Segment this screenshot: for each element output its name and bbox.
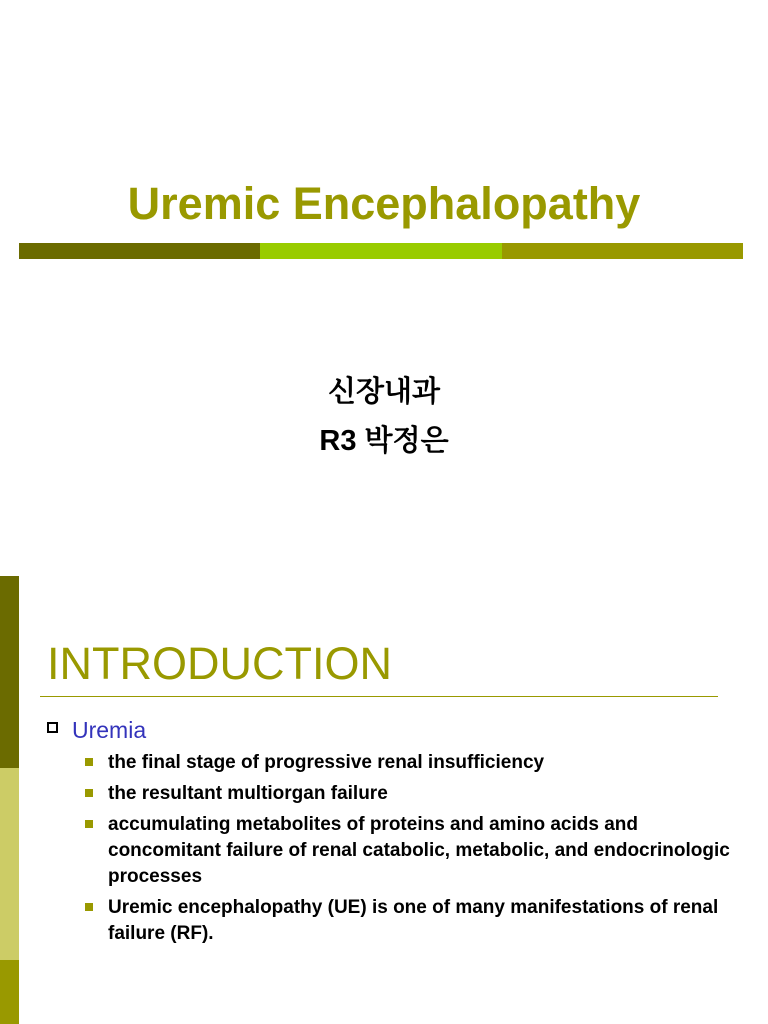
level2-bullet-list <box>85 750 735 952</box>
bullet-text: the final stage of progressive renal insufficiency <box>108 752 545 773</box>
list-item <box>85 812 735 890</box>
filled-square-bullet-icon <box>85 903 93 911</box>
left-accent-strip <box>0 576 19 1024</box>
list-item <box>85 781 735 807</box>
title-underline-bar <box>19 243 743 259</box>
slide-title: Uremic Encephalopathy <box>127 178 641 229</box>
heading-divider <box>40 696 718 697</box>
bullet-text: accumulating metabolites of proteins and amino acids and concomitant failure of renal catabolic, metabolic, and endocrinologic processes <box>108 814 730 887</box>
intro-heading: INTRODUCTION <box>47 638 392 689</box>
strip-segment-mid <box>0 960 19 1024</box>
strip-segment-light <box>0 768 19 960</box>
bullet-text: the resultant multiorgan failure <box>108 783 388 804</box>
hollow-square-bullet-icon <box>47 722 58 733</box>
level1-bullet-text: Uremia <box>72 717 147 743</box>
subtitle-presenter: R3 박정은 <box>319 425 449 457</box>
filled-square-bullet-icon <box>85 789 93 797</box>
bullet-text: Uremic encephalopathy (UE) is one of many manifestations of renal failure (RF). <box>108 897 719 944</box>
bar-segment-mid <box>502 243 743 259</box>
filled-square-bullet-icon <box>85 820 93 828</box>
bar-segment-bright <box>260 243 501 259</box>
filled-square-bullet-icon <box>85 758 93 766</box>
list-item <box>85 750 735 776</box>
strip-segment-dark <box>0 576 19 768</box>
level1-bullet <box>47 716 146 744</box>
introduction-slide <box>0 576 768 1024</box>
list-item <box>85 895 735 947</box>
bar-segment-dark <box>19 243 260 259</box>
subtitle-department: 신장내과 <box>327 376 441 408</box>
